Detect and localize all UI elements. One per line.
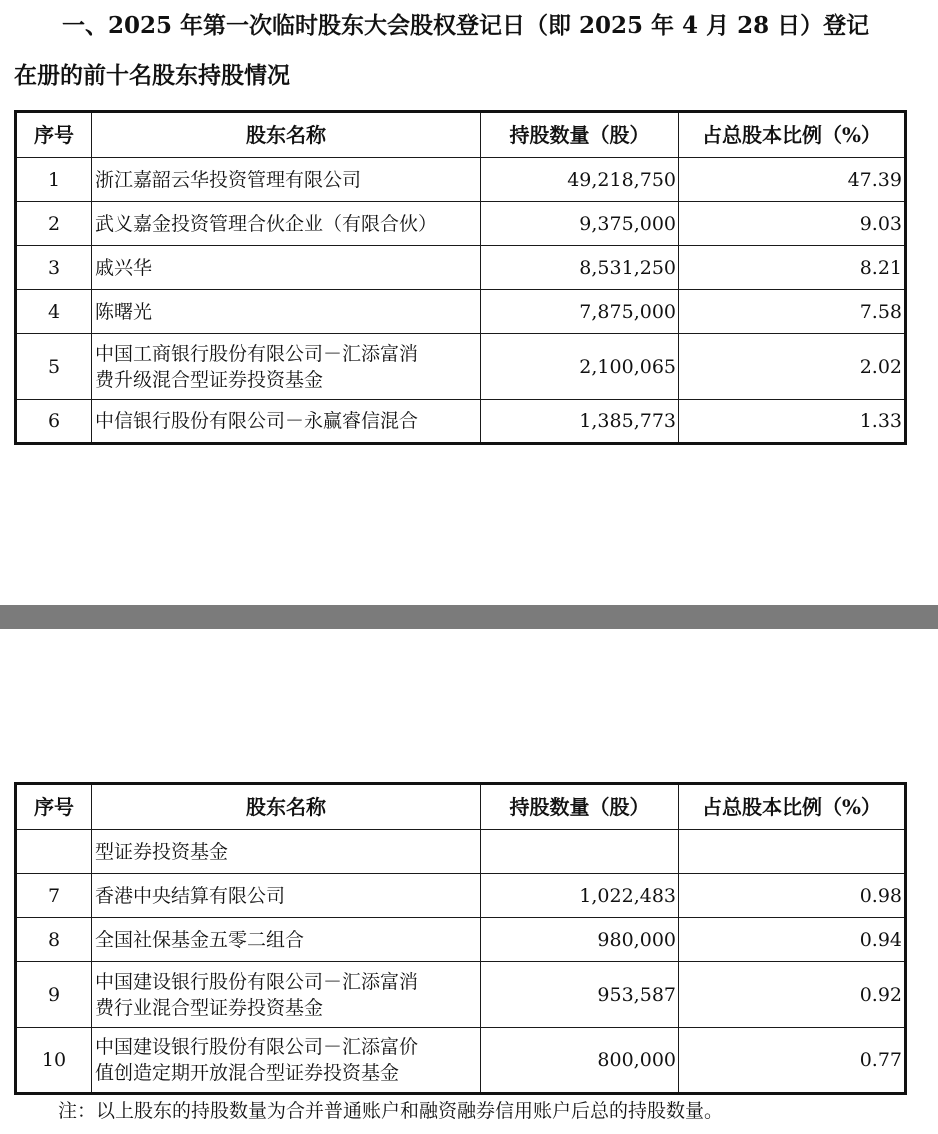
- cell-shares: 953,587: [481, 962, 679, 1028]
- cell-no: 5: [16, 334, 92, 400]
- cell-percent: 1.33: [679, 400, 906, 444]
- name-line1: 浙江嘉韶云华投资管理有限公司: [95, 168, 362, 191]
- cell-percent: 0.77: [679, 1028, 906, 1094]
- cell-percent: [679, 830, 906, 874]
- table-row: [16, 290, 906, 334]
- cell-no: 6: [16, 400, 92, 444]
- name-line2: 值创造定期开放混合型证券投资基金: [95, 1062, 400, 1084]
- table-header-row: [16, 112, 906, 158]
- cell-no: 1: [16, 158, 92, 202]
- cell-shares: 7,875,000: [481, 290, 679, 334]
- shareholders-table-page2: [14, 782, 907, 1095]
- name-line2: 费行业混合型证券投资基金: [95, 996, 324, 1019]
- table-row: [16, 400, 906, 444]
- cell-name: [92, 874, 481, 918]
- cell-percent: 0.92: [679, 962, 906, 1028]
- cell-name: [92, 290, 481, 334]
- cell-shares: 2,100,065: [481, 334, 679, 400]
- cell-no: 9: [16, 962, 92, 1028]
- name-line1: 香港中央结算有限公司: [95, 884, 286, 907]
- cell-no: 4: [16, 290, 92, 334]
- header-no: 序号: [16, 112, 92, 158]
- table-header-row: [16, 784, 906, 830]
- cell-percent: 2.02: [679, 334, 906, 400]
- name-line1: 武义嘉金投资管理合伙企业（有限合伙）: [95, 212, 438, 235]
- cell-shares: [481, 830, 679, 874]
- cell-percent: 47.39: [679, 158, 906, 202]
- table-row: [16, 874, 906, 918]
- cell-no: 2: [16, 202, 92, 246]
- cell-name: [92, 400, 481, 444]
- shareholders-table-page1: [14, 110, 907, 445]
- name-line1: 陈曙光: [95, 300, 153, 323]
- cell-name: [92, 962, 481, 1028]
- name-line2: 费升级混合型证券投资基金: [95, 368, 324, 391]
- cell-shares: 49,218,750: [481, 158, 679, 202]
- header-name: 股东名称: [92, 784, 481, 830]
- cell-name: [92, 1028, 481, 1094]
- cell-no: 8: [16, 918, 92, 962]
- footnote: 注：以上股东的持股数量为合并普通账户和融资融券信用账户后总的持股数量。: [58, 1100, 724, 1122]
- cell-no: 10: [16, 1028, 92, 1094]
- header-shares: 持股数量（股）: [481, 784, 679, 830]
- cell-percent: 9.03: [679, 202, 906, 246]
- name-line1: 中国建设银行股份有限公司－汇添富价: [95, 1036, 419, 1058]
- table-row: [16, 962, 906, 1028]
- header-shares: 持股数量（股）: [481, 112, 679, 158]
- name-line1: 中信银行股份有限公司－永赢睿信混合: [95, 410, 419, 432]
- cell-shares: 8,531,250: [481, 246, 679, 290]
- header-name: 股东名称: [92, 112, 481, 158]
- table-row: [16, 246, 906, 290]
- cell-name: [92, 918, 481, 962]
- table-row: [16, 918, 906, 962]
- cell-shares: 980,000: [481, 918, 679, 962]
- cell-shares: 1,385,773: [481, 400, 679, 444]
- table-row: [16, 1028, 906, 1094]
- cell-percent: 7.58: [679, 290, 906, 334]
- table-row: [16, 334, 906, 400]
- section-heading-line1: 一、2025 年第一次临时股东大会股权登记日（即 2025 年 4 月 28 日）登记: [62, 12, 870, 39]
- cell-shares: 9,375,000: [481, 202, 679, 246]
- header-percent: 占总股本比例（%）: [679, 112, 906, 158]
- cell-percent: 0.94: [679, 918, 906, 962]
- cell-name: 型证券投资基金: [92, 830, 481, 874]
- cell-name: [92, 158, 481, 202]
- header-percent: 占总股本比例（%）: [679, 784, 906, 830]
- name-line1: 中国建设银行股份有限公司－汇添富消: [95, 970, 419, 993]
- name-line1: 中国工商银行股份有限公司－汇添富消: [95, 342, 419, 365]
- cell-no: 7: [16, 874, 92, 918]
- header-no: 序号: [16, 784, 92, 830]
- section-heading-line2: 在册的前十名股东持股情况: [14, 62, 290, 89]
- name-line1: 戚兴华: [95, 256, 153, 279]
- name-line1: 全国社保基金五零二组合: [95, 928, 305, 951]
- table-row-continuation: [16, 830, 906, 874]
- table-row: [16, 158, 906, 202]
- cell-name: [92, 202, 481, 246]
- cell-percent: 0.98: [679, 874, 906, 918]
- cell-shares: 1,022,483: [481, 874, 679, 918]
- cell-name: [92, 334, 481, 400]
- cell-percent: 8.21: [679, 246, 906, 290]
- cell-no: 3: [16, 246, 92, 290]
- table-row: [16, 202, 906, 246]
- cell-shares: 800,000: [481, 1028, 679, 1094]
- page-separator: [0, 605, 938, 629]
- cell-name: [92, 246, 481, 290]
- cell-no: [16, 830, 92, 874]
